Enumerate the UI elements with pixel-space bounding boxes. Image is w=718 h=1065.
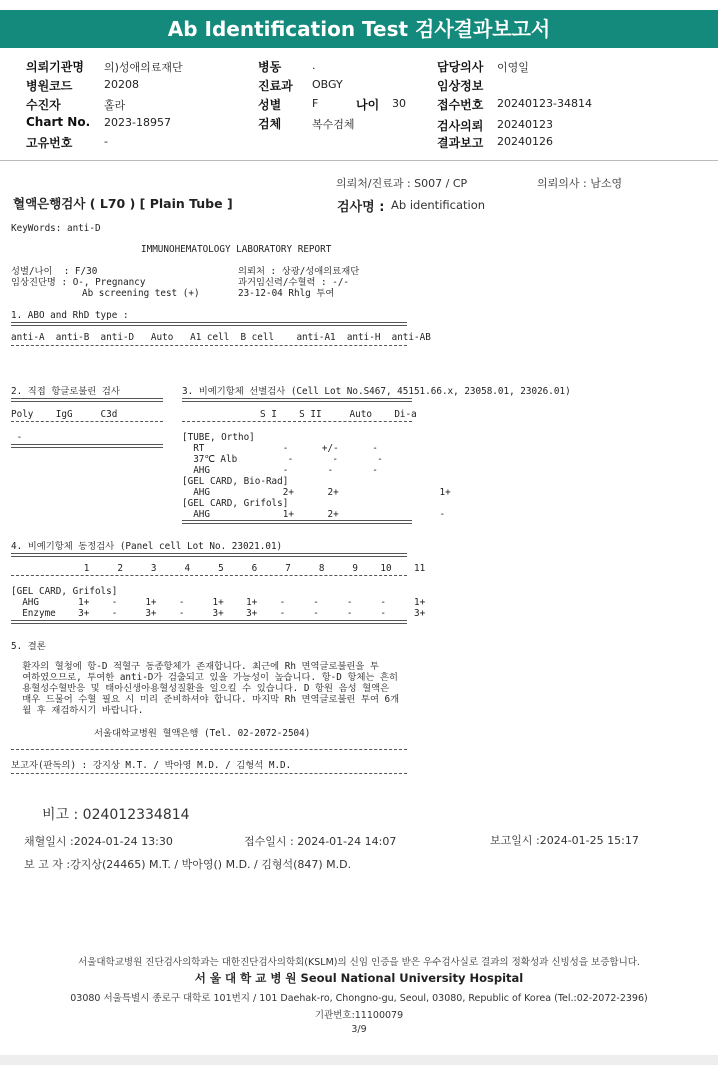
info-value-chart-no: 2023-18957 <box>104 116 171 129</box>
report-line: 여하였으므로, 투여한 anti-D가 검출되고 있을 가능성이 높습니다. 항-D 항체는 흔히 <box>11 672 398 683</box>
info-label-clinical-info: 임상정보 <box>437 79 484 93</box>
report-line: 과거임신력/수혈력 : -/- <box>238 277 350 288</box>
collected-datetime: 채혈일시 :2024-01-24 13:30 <box>24 835 173 848</box>
report-line: - <box>11 432 23 443</box>
remarks-bigo: 비고 : 024012334814 <box>42 807 190 823</box>
report-line: AHG - - - <box>182 465 378 476</box>
info-label-result-date: 결과보고 <box>437 136 484 150</box>
report-line: 용혈성수혈반응 및 태아신생아용혈성질환을 일으킬 수 있습니다. D 항원 음성 혈액은 <box>11 683 390 694</box>
report-line: AHG 2+ 2+ 1+ <box>182 487 451 498</box>
report-line: 23-12-04 Rhlg 투여 <box>238 288 335 299</box>
footer-strip <box>0 1055 718 1065</box>
title-bar <box>0 10 718 48</box>
report-line: Ab screening test (+) <box>82 288 200 299</box>
order-dept: 의뢰처/진료과 : S007 / CP <box>336 177 468 190</box>
rule <box>11 620 407 624</box>
report-line: 1. ABO and RhD type : <box>11 310 129 321</box>
page-number: 3/9 <box>351 1024 367 1035</box>
info-value-unique-no: - <box>104 135 108 148</box>
info-value-sex: F <box>312 97 319 110</box>
section-title: 혈액은행검사 ( L70 ) [ Plain Tube ] <box>13 196 233 211</box>
report-line: [GEL CARD, Grifols] <box>11 586 118 597</box>
order-doctor: 의뢰의사 : 남소영 <box>537 177 623 190</box>
report-line: [GEL CARD, Grifols] <box>182 498 289 509</box>
info-label-patient: 수진자 <box>26 98 61 112</box>
info-value-department: OBGY <box>312 78 343 91</box>
report-line: 월 후 재검하시기 바랍니다. <box>11 705 144 716</box>
info-label-specimen: 검체 <box>258 117 282 131</box>
report-line: 보고자(판독의) : 강지상 M.T. / 박아영 M.D. / 김형석 M.D. <box>11 760 292 771</box>
rule <box>11 553 407 557</box>
info-value-request-date: 20240123 <box>497 118 553 131</box>
info-value-patient: 홀라 <box>104 99 126 112</box>
info-label-institution: 의뢰기관명 <box>26 60 84 74</box>
report-line: 의뢰처 : 상광/성애의료재단 <box>238 266 360 277</box>
info-label-hospital-code: 병원코드 <box>26 79 73 93</box>
info-label-age: 나이 <box>356 98 380 112</box>
reported-datetime: 보고일시 :2024-01-25 15:17 <box>490 834 639 847</box>
rule <box>11 398 163 402</box>
report-line: 임상진단명 : O-, Pregnancy <box>11 277 146 288</box>
info-value-specimen: 복수검체 <box>312 118 355 131</box>
received-datetime: 접수일시 : 2024-01-24 14:07 <box>244 835 397 848</box>
info-label-unique-no: 고유번호 <box>26 136 73 150</box>
report-line: anti-A anti-B anti-D Auto A1 cell B cell anti-A1 anti-H anti-AB <box>11 332 431 343</box>
rule <box>11 575 407 576</box>
info-label-department: 진료과 <box>258 79 293 93</box>
report-line: 성별/나이 : F/30 <box>11 266 98 277</box>
rule <box>11 444 163 448</box>
footer-certification: 서울대학교병원 진단검사의학과는 대한진단검사의학회(KSLM)의 신임 인증을 받은 우수검사실로 결과의 정확성과 신빙성을 보증합니다. <box>78 957 640 968</box>
report-line: 3. 비예기항체 선별검사 (Cell Lot No.S467, 45151.66.x, 23058.01, 23026.01) <box>182 386 571 397</box>
rule <box>11 322 407 326</box>
rule <box>182 520 412 524</box>
report-title: Ab Identification Test 검사결과보고서 <box>167 17 551 41</box>
rule <box>11 773 407 774</box>
footer-org-number: 기관번호:11100079 <box>314 1010 404 1021</box>
report-line: 환자의 혈청에 항-D 적혈구 동종항체가 존재합니다. 최근에 Rh 면역글로불린을 투 <box>11 661 379 672</box>
info-value-institution: 의)성애의료재단 <box>104 61 183 74</box>
report-line: KeyWords: anti-D <box>11 223 101 234</box>
rule <box>182 421 412 422</box>
info-label-physician: 담당의사 <box>437 60 484 74</box>
rule <box>11 749 407 750</box>
info-value-hospital-code: 20208 <box>104 78 139 91</box>
report-line: 37℃ Alb - - - <box>182 454 383 465</box>
reporter: 보 고 자 :강지상(24465) M.T. / 박아영() M.D. / 김형석(847) M.D. <box>24 858 352 871</box>
report-line: 4. 비예기항체 동정검사 (Panel cell Lot No. 23021.01) <box>11 541 283 552</box>
report-line: AHG 1+ 2+ - <box>182 509 446 520</box>
report-line: 서울대학교병원 혈액은행 (Tel. 02-2072-2504) <box>94 728 311 739</box>
info-label-chart-no: Chart No. <box>26 115 91 129</box>
report-line: S I S II Auto Di-a <box>260 409 417 420</box>
report-line: 매우 드물어 수혈 필요 시 미리 준비하셔야 합니다. 마지막 Rh 면역글로불린 투여 6개 <box>11 694 400 705</box>
info-label-sex: 성별 <box>258 98 282 112</box>
footer-hospital-name: 서 울 대 학 교 병 원 Seoul National University Hospital <box>194 971 524 985</box>
info-label-ward: 병동 <box>258 60 282 74</box>
test-name: Ab identification <box>391 198 486 212</box>
rule <box>11 345 407 346</box>
info-value-receipt-no: 20240123-34814 <box>497 97 592 110</box>
report-line: Enzyme 3+ - 3+ - 3+ 3+ - - - - 3+ <box>11 608 426 619</box>
footer-address: 03080 서울특별시 종로구 대학로 101번지 / 101 Daehak-ro, Chongno-gu, Seoul, 03080, Republic of Korea (Tel.:02-2072-2396) <box>70 993 648 1004</box>
info-value-result-date: 20240126 <box>497 135 553 148</box>
info-label-request-date: 검사의뢰 <box>437 119 484 133</box>
report-line: IMMUNOHEMATOLOGY LABORATORY REPORT <box>141 244 332 255</box>
info-value-ward: . <box>312 59 316 72</box>
report-line: 2. 직접 항글로불린 검사 <box>11 386 120 397</box>
test-name-label: 검사명 : <box>337 200 385 215</box>
report-line: [GEL CARD, Bio-Rad] <box>182 476 289 487</box>
report-line: RT - +/- - <box>182 443 378 454</box>
report-line: 1 2 3 4 5 6 7 8 9 10 11 <box>11 563 426 574</box>
report-line: Poly IgG C3d <box>11 409 118 420</box>
rule <box>11 421 163 422</box>
report-line: AHG 1+ - 1+ - 1+ 1+ - - - - 1+ <box>11 597 426 608</box>
report-line: [TUBE, Ortho] <box>182 432 255 443</box>
report-line: 5. 결론 <box>11 641 46 652</box>
info-value-age: 30 <box>392 97 406 110</box>
rule <box>182 398 412 402</box>
info-label-receipt-no: 접수번호 <box>437 98 484 112</box>
info-value-physician: 이영일 <box>497 61 529 74</box>
info-divider <box>0 160 718 161</box>
